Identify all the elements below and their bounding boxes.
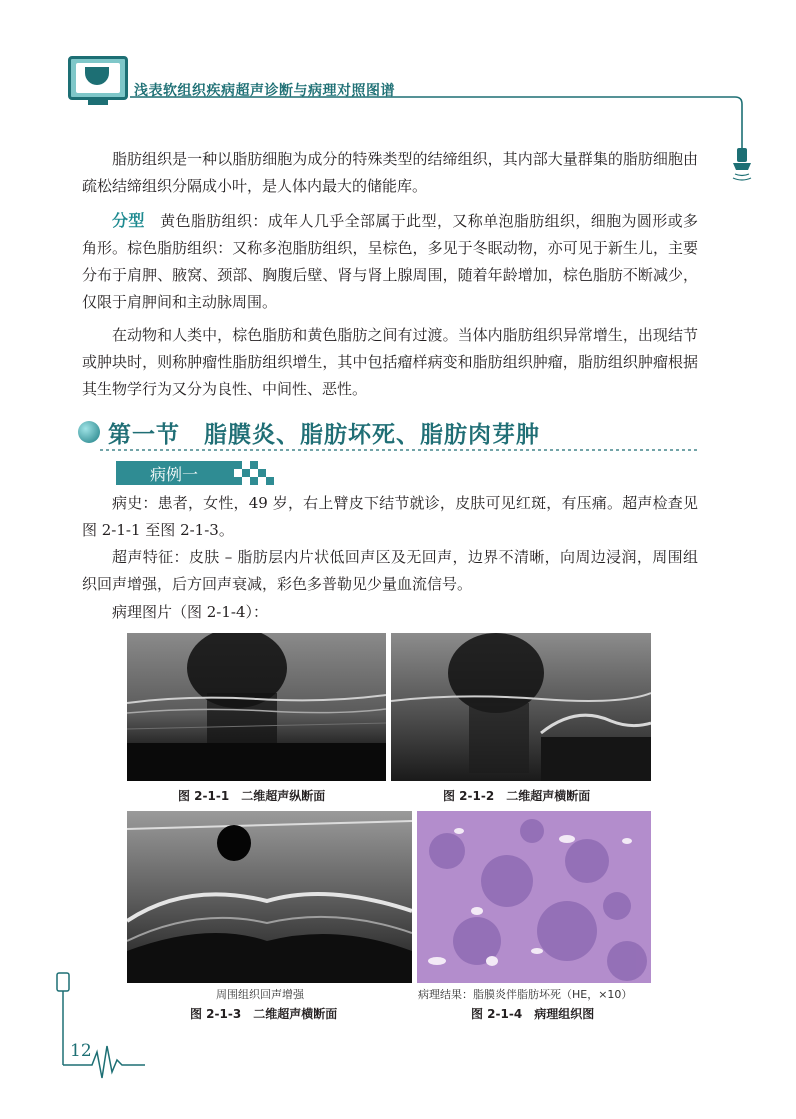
figure-2-1-3-caption: 图 2-1-3 二维超声横断面	[190, 1007, 338, 1021]
figure-2-1-2-caption: 图 2-1-2 二维超声横断面	[443, 789, 591, 803]
case-ultrasound-features: 超声特征：皮肤 – 脂肪层内片状低回声区及无回声，边界不清晰，向周边浸润，周围组织回声增强，后方回声衰减，彩色多普勒见少量血流信号。	[82, 548, 698, 593]
classification-lead: 分型	[112, 211, 145, 230]
figure-2-1-4-caption: 图 2-1-4 病理组织图	[471, 1007, 595, 1021]
running-header-title: 浅表软组织疾病超声诊断与病理对照图谱	[134, 83, 395, 99]
histology-image	[417, 811, 651, 983]
ultrasound-image-transverse-1	[391, 633, 651, 781]
figure-2-1-3-annotation: 周围组织回声增强	[216, 988, 304, 1001]
intro-paragraph-3: 在动物和人类中，棕色脂肪和黄色脂肪之间有过渡。当体内脂肪组织异常增生，出现结节或肿块时，则称肿瘤性脂肪组织增生，其中包括瘤样病变和脂肪组织肿瘤，脂肪组织肿瘤根据其生物学行为又分为良性、中间性、恶性。	[82, 326, 698, 398]
page-number: 12	[70, 1041, 92, 1061]
section-bullet-icon	[78, 421, 100, 443]
case-label: 病例一	[150, 465, 199, 484]
figure-2-1-1-caption: 图 2-1-1 二维超声纵断面	[178, 789, 326, 803]
classification-text: 黄色脂肪组织：成年人几乎全部属于此型，又称单泡脂肪组织，细胞为圆形或多角形。棕色脂肪组织：又称多泡脂肪组织，呈棕色，多见于冬眠动物，亦可见于新生儿，主要分布于肩胛、腋窝、颈部、胸腹后壁、肾与肾上腺周围，随着年龄增加，棕色脂肪不断减少，仅限于肩胛间和主动脉周围。	[82, 212, 698, 311]
ultrasound-image-longitudinal	[127, 633, 386, 781]
case-history: 病史：患者，女性，49 岁，右上臂皮下结节就诊，皮肤可见红斑，有压痛。超声检查见图 2-1-1 至图 2-1-3。	[82, 494, 698, 539]
case-pathology-intro: 病理图片（图 2-1-4）：	[112, 603, 269, 621]
section-title: 第一节 脂膜炎、脂肪坏死、脂肪肉芽肿	[108, 422, 540, 448]
ultrasound-image-transverse-2	[127, 811, 412, 983]
intro-paragraph-2	[82, 207, 698, 316]
figure-2-1-4-annotation: 病理结果：脂膜炎伴脂肪坏死（HE，×10）	[418, 988, 633, 1001]
intro-paragraph-1: 脂肪组织是一种以脂肪细胞为成分的特殊类型的结缔组织，其内部大量群集的脂肪细胞由疏松结缔组织分隔成小叶，是人体内最大的储能库。	[82, 150, 698, 195]
